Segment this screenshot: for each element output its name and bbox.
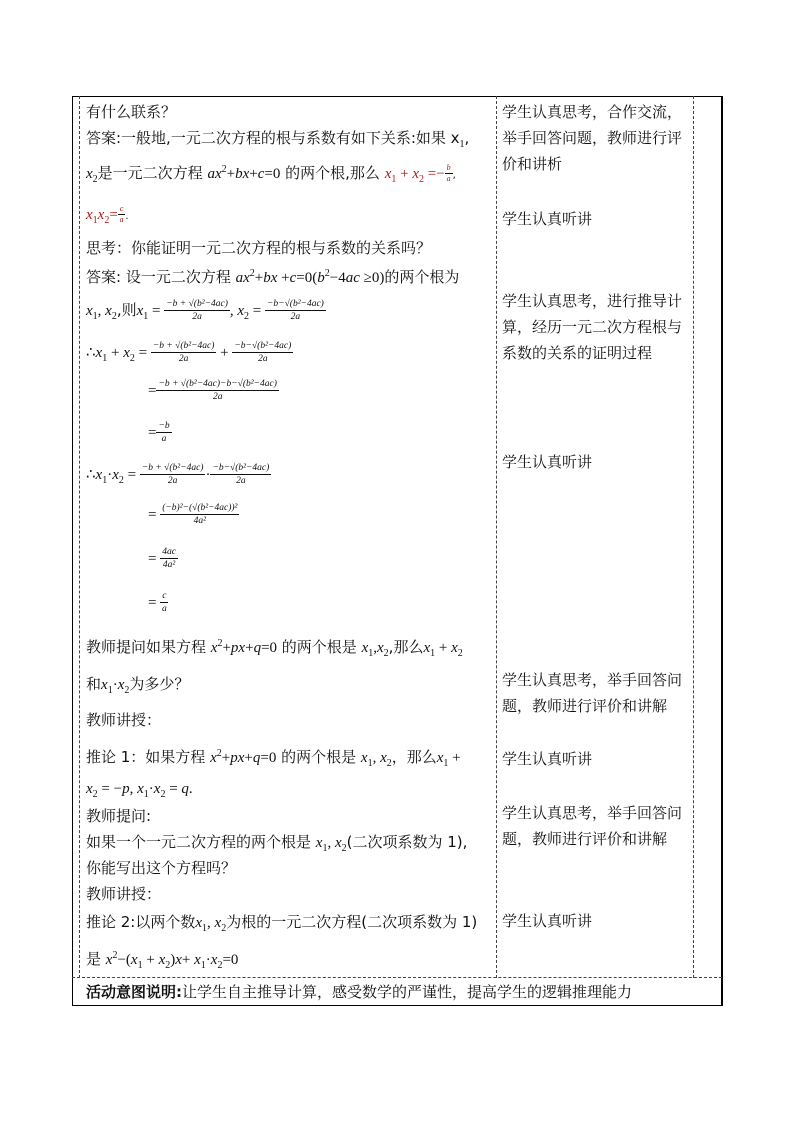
fraction-c-over-a: $\frac{c}{a}$ bbox=[119, 204, 124, 224]
product-4ac-fraction: $\frac{4ac}{\text{4a²}}$ bbox=[162, 547, 176, 570]
question-line: 有什么联系？ bbox=[86, 103, 177, 121]
corollary-2-line-1: 推论 2:以两个数$x_1$, $x_2$为根的一元二次方程(二次项系数为 1) bbox=[86, 913, 478, 934]
product-relation: $x_1x_2=$ $\frac{c}{a}$ . bbox=[86, 204, 129, 226]
roots-formula-line: $x_1$, $x_2$,则$x_1$ = $\frac{\text{−b + √(b²−4ac)}}{2a}$ , $x_2$ = $\frac{\text{−b−√(b²−4ac)}}{2a}$ bbox=[86, 299, 324, 322]
activity-intent-label: 活动意图说明: bbox=[86, 983, 182, 1001]
activity-intent-footer bbox=[86, 982, 632, 1002]
sum-fraction-b: $\frac{\text{−b−√(b²−4ac)}}{2a}$ bbox=[234, 341, 292, 364]
student-activity-7: 学生认真思考，举手回答问题，教师进行评价和讲解 bbox=[502, 804, 683, 848]
product-step-4: = $\frac{c}{a}$ bbox=[148, 591, 167, 614]
product-fraction-a: $\frac{\text{−b + √(b²−4ac)}}{2a}$ bbox=[141, 463, 204, 486]
student-activity-6: 学生认真听讲 bbox=[502, 750, 593, 768]
corollary-1-line-2: $x_2 = -p$, $x_1\cdot x_2 = q$. bbox=[86, 781, 193, 800]
fraction-b-over-a: $\frac{b}{a}$ bbox=[446, 163, 451, 183]
sum-combined-fraction: $\frac{\text{−b + √(b²−4ac)−b−√(b²−4ac)}}{2a}$ bbox=[158, 379, 277, 402]
activity-intent-text: 让学生自主推导计算，感受数学的严谨性，提高学生的逻辑推理能力 bbox=[182, 983, 633, 1001]
footer-divider bbox=[72, 977, 722, 978]
product-result-fraction: $\frac{c}{a}$ bbox=[161, 591, 167, 614]
answer-line-1: 答案:一般地,一元二次方程的根与系数有如下关系:如果 $x_1$, bbox=[86, 129, 470, 150]
question-2-line-1: 如果一个一元二次方程的两个根是 $x_1$, $x_2$(二次项系数为 1), bbox=[86, 833, 468, 854]
product-step-1: $\therefore x_1\cdot x_2$ = $\frac{\text{−b + √(b²−4ac)}}{2a}$ · $\frac{\text{−b−√(b²−4ac)}}{2a}$ bbox=[86, 463, 270, 486]
student-activity-3: 学生认真思考，进行推导计算，经历一元二次方程根与系数的关系的证明过程 bbox=[502, 292, 683, 362]
student-activity-5: 学生认真思考，举手回答问题，教师进行评价和讲解 bbox=[502, 671, 683, 715]
product-expanded-fraction: $\frac{\text{(−b)²−(√(b²−4ac))²}}{\text{4a²}}$ bbox=[162, 503, 238, 526]
right-inner-border bbox=[693, 96, 694, 978]
product-step-3: = $\frac{4ac}{\text{4a²}}$ bbox=[148, 547, 176, 570]
column-divider bbox=[496, 96, 497, 978]
question-2-line-2: 你能写出这个方程吗？ bbox=[86, 859, 237, 877]
sum-fraction-a: $\frac{\text{−b + √(b²−4ac)}}{2a}$ bbox=[152, 341, 215, 364]
corollary-2-line-2: 是 $x^2-(x_1 + x_2)x+ x_1\cdot x_2=0$ bbox=[86, 950, 239, 971]
teacher-question-line: 教师提问如果方程 $x^2+px+q=0$ 的两个根是 $x_1,x_2$,那么$x_1 + x_2$ bbox=[86, 638, 463, 659]
left-inner-border bbox=[79, 96, 80, 978]
sum-step-2: = $\frac{\text{−b + √(b²−4ac)−b−√(b²−4ac)}}{2a}$ bbox=[148, 379, 277, 402]
sum-step-3: = $\frac{-b}{a}$ bbox=[148, 421, 170, 444]
product-step-2: = $\frac{\text{(−b)²−(√(b²−4ac))²}}{\text{4a²}}$ bbox=[148, 503, 238, 526]
student-activity-2: 学生认真听讲 bbox=[502, 210, 593, 228]
teacher-explains-2: 教师讲授： bbox=[86, 885, 162, 903]
think-prompt: 思考：你能证明一元二次方程的根与系数的关系吗？ bbox=[86, 239, 432, 257]
teacher-ask: 教师提问: bbox=[86, 807, 152, 825]
student-activity-4: 学生认真听讲 bbox=[502, 453, 593, 471]
answer-line-2: $x_2$是一元二次方程 $ax^2+bx+c=0$ 的两个根,那么 $x_1 + x_2$ =− $\frac{b}{a}$ , bbox=[86, 163, 456, 185]
sum-result-fraction: $\frac{-b}{a}$ bbox=[158, 421, 170, 444]
sum-step-1: $\therefore x_1 + x_2$ = $\frac{\text{−b + √(b²−4ac)}}{2a}$ + $\frac{\text{−b−√(b²−4ac)}}{2a}$ bbox=[86, 341, 292, 364]
corollary-1-line-1: 推论 1：如果方程 $x^2+px+q=0$ 的两个根是 $x_1$, $x_2$，那么$x_1$ + bbox=[86, 748, 461, 769]
answer-setup-line: 答案: 设一元二次方程 $ax^2+bx +c=0(b^2-4ac \ge 0)$的两个根为 bbox=[86, 268, 460, 286]
student-activity-1: 学生认真思考，合作交流，举手回答问题，教师进行评价和讲析 bbox=[502, 103, 683, 173]
how-much-line: 和$x_1\cdot x_2$为多少？ bbox=[86, 675, 190, 696]
product-fraction-b: $\frac{\text{−b−√(b²−4ac)}}{2a}$ bbox=[212, 463, 270, 486]
root1-fraction: $\frac{\text{−b + √(b²−4ac)}}{2a}$ bbox=[166, 299, 228, 322]
student-activity-8: 学生认真听讲 bbox=[502, 912, 593, 930]
right-outer-border bbox=[722, 96, 723, 1006]
root2-fraction: $\frac{\text{−b−√(b²−4ac)}}{2a}$ bbox=[267, 299, 324, 322]
teacher-explains-1: 教师讲授： bbox=[86, 711, 162, 729]
